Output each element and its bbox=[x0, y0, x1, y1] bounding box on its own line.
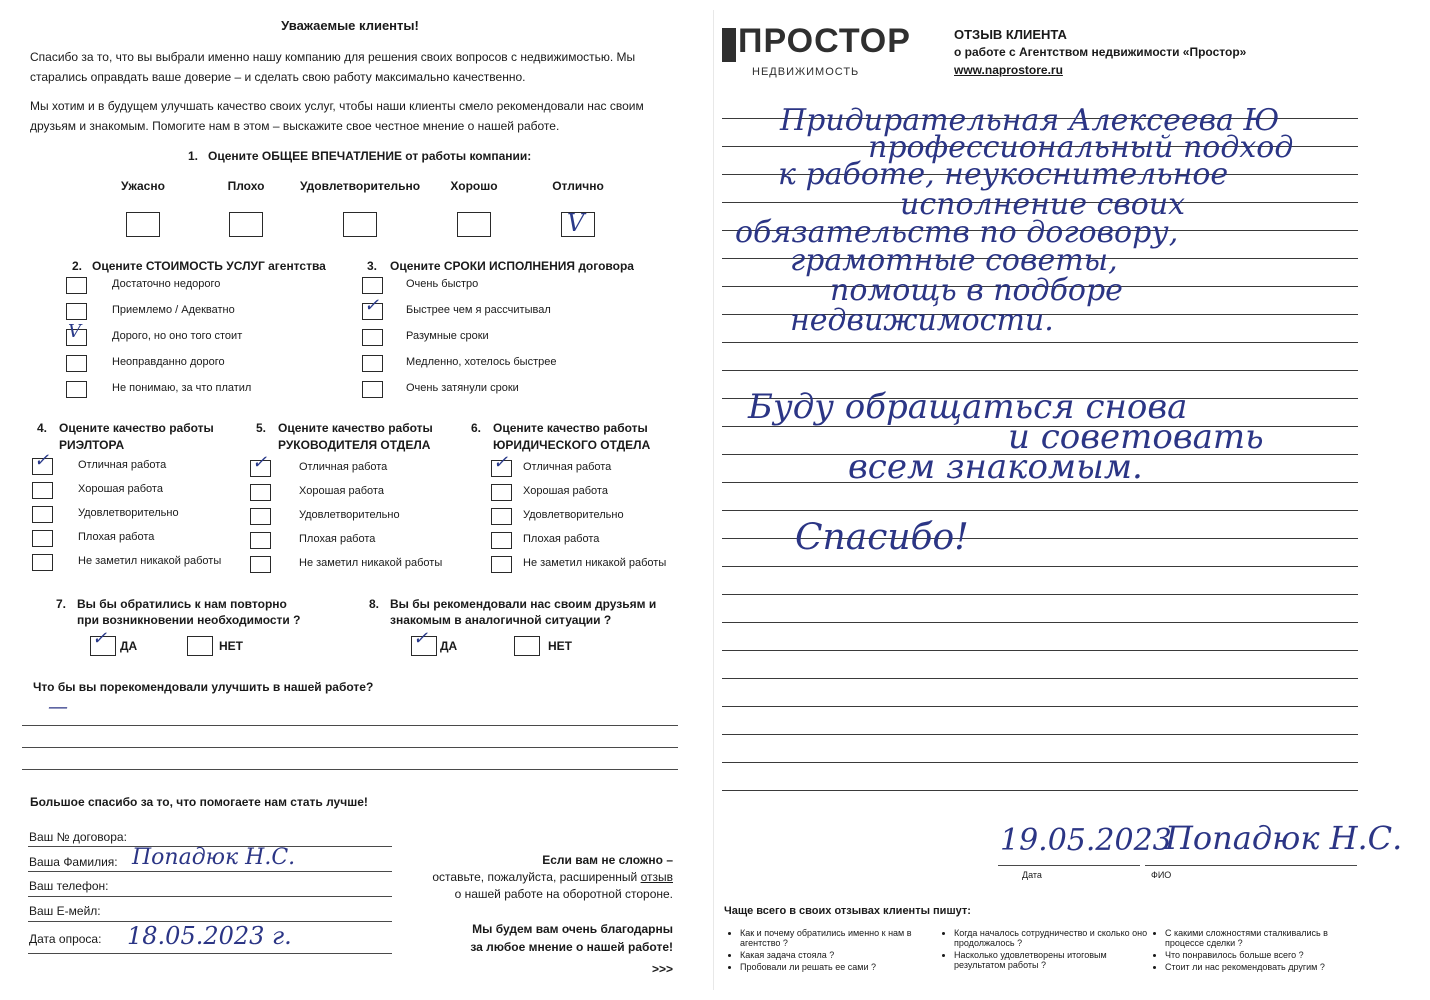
review-ruled-line[interactable] bbox=[722, 510, 1358, 511]
fio-signature-line[interactable] bbox=[1145, 865, 1357, 866]
q8-title-line-1: Вы бы рекомендовали нас своим друзьям и bbox=[390, 597, 657, 611]
q6-option-label: Удовлетворительно bbox=[523, 509, 624, 521]
review-handwritten-line: всем знакомым. bbox=[848, 447, 1143, 487]
q6-option-label: Отличная работа bbox=[523, 461, 612, 473]
q8-yes-checkbox[interactable] bbox=[411, 628, 437, 656]
q3-option-label: Очень быстро bbox=[406, 278, 479, 290]
q2-title: Оцените СТОИМОСТЬ УСЛУГ агентства bbox=[92, 259, 326, 273]
q3-option-label: Разумные сроки bbox=[406, 330, 489, 342]
q8-yes-mark: ✓ bbox=[413, 628, 429, 649]
q5-option-checkbox[interactable] bbox=[250, 508, 271, 525]
review-ruled-line[interactable] bbox=[722, 706, 1358, 707]
logo-word: ПРОСТОР bbox=[738, 22, 911, 60]
q4-title-line-1: Оцените качество работы bbox=[59, 421, 214, 435]
q6-check-mark: ✓ bbox=[493, 452, 509, 473]
q5-title-line-2: РУКОВОДИТЕЛЯ ОТДЕЛА bbox=[278, 438, 431, 452]
phone-label: Ваш телефон: bbox=[29, 879, 109, 893]
q3-option-checkbox[interactable] bbox=[362, 329, 383, 346]
q6-option-checkbox[interactable] bbox=[491, 556, 512, 573]
q2-option-checkbox[interactable] bbox=[66, 355, 87, 372]
thanks-note: Большое спасибо за то, что помогаете нам стать лучше! bbox=[30, 795, 368, 809]
q1-option-checkbox[interactable] bbox=[457, 212, 491, 237]
review-ruled-line[interactable] bbox=[722, 594, 1358, 595]
intro-paragraph-2: Мы хотим и в будущем улучшать качество своих услуг, чтобы наши клиенты смело рекомендовали нас своим друзьям и знакомым. Помогите нам в этом – выскажите свое честное мнение о нашей работе. bbox=[30, 99, 644, 133]
q3-option-checkbox[interactable] bbox=[362, 355, 383, 372]
review-handwritten-line: Буду обращаться снова bbox=[748, 387, 1188, 427]
q2-option-checkbox[interactable] bbox=[66, 303, 87, 320]
q5-option-checkbox[interactable] bbox=[250, 452, 271, 477]
q1-option-label: Отлично bbox=[552, 179, 604, 193]
tip-item: • Пробовали ли решать ее сами ? bbox=[740, 962, 930, 972]
q1-option-label: Ужасно bbox=[121, 179, 165, 193]
side-note-line-5: за любое мнение о нашей работе! bbox=[470, 940, 673, 954]
signature-name: Попадюк Н.С. bbox=[1165, 819, 1403, 857]
review-handwritten-line: исполнение своих bbox=[900, 187, 1186, 222]
q4-number: 4. bbox=[37, 421, 48, 435]
q1-option-checkbox[interactable] bbox=[561, 209, 595, 237]
q2-option-checkbox[interactable] bbox=[66, 277, 87, 294]
q1-title: Оцените ОБЩЕЕ ВПЕЧАТЛЕНИЕ от работы компании: bbox=[208, 149, 532, 163]
q5-number: 5. bbox=[256, 421, 267, 435]
page-divider bbox=[713, 10, 714, 990]
phone-field[interactable] bbox=[28, 896, 392, 897]
q3-option-checkbox[interactable] bbox=[362, 277, 383, 294]
side-note-line-2 bbox=[408, 870, 673, 884]
q4-option-checkbox[interactable] bbox=[32, 506, 53, 523]
date-field[interactable] bbox=[28, 953, 392, 954]
q2-number: 2. bbox=[72, 259, 83, 273]
survey-date-value: 18.05.2023 г. bbox=[127, 922, 292, 950]
q5-option-label: Отличная работа bbox=[299, 461, 388, 473]
review-handwritten-line: недвижимости. bbox=[790, 303, 1054, 338]
review-ruled-line[interactable] bbox=[722, 622, 1358, 623]
q2-option-checkbox[interactable] bbox=[66, 381, 87, 398]
surname-label: Ваша Фамилия: bbox=[29, 855, 118, 869]
review-ruled-line[interactable] bbox=[722, 370, 1358, 371]
q5-title-line-1: Оцените качество работы bbox=[278, 421, 433, 435]
q2-option-label: Достаточно недорого bbox=[112, 278, 221, 290]
q1-option-label: Хорошо bbox=[450, 179, 498, 193]
fio-caption: ФИО bbox=[1151, 870, 1172, 880]
q1-option-checkbox[interactable] bbox=[229, 212, 263, 237]
q2-option-label: Не понимаю, за что платил bbox=[112, 382, 252, 394]
greeting: Уважаемые клиенты! bbox=[281, 18, 419, 33]
q2-option-label: Дорого, но оно того стоит bbox=[112, 330, 243, 342]
review-handwritten-line: и советовать bbox=[1008, 417, 1264, 457]
review-ruled-line[interactable] bbox=[722, 566, 1358, 567]
review-ruled-line[interactable] bbox=[722, 678, 1358, 679]
q5-option-checkbox[interactable] bbox=[250, 532, 271, 549]
q4-option-label: Хорошая работа bbox=[78, 483, 163, 495]
tips-column-2 bbox=[942, 928, 1149, 972]
q6-title-line-1: Оцените качество работы bbox=[493, 421, 648, 435]
tip-item: • С какими сложностями сталкивались в процессе сделки ? bbox=[1165, 928, 1355, 948]
improve-line-2[interactable] bbox=[22, 747, 678, 748]
q4-option-checkbox[interactable] bbox=[32, 554, 53, 571]
q5-option-label: Плохая работа bbox=[299, 533, 376, 545]
q7-yes-mark: ✓ bbox=[92, 628, 108, 649]
review-handwritten-line: грамотные советы, bbox=[790, 243, 1118, 278]
improve-answer: — bbox=[48, 694, 68, 718]
q6-title-line-2: ЮРИДИЧЕСКОГО ОТДЕЛА bbox=[493, 438, 651, 452]
q8-title-line-2: знакомым в аналогичной ситуации ? bbox=[390, 613, 612, 627]
q6-option-checkbox[interactable] bbox=[491, 532, 512, 549]
improve-line-3[interactable] bbox=[22, 769, 678, 770]
q7-number: 7. bbox=[56, 597, 67, 611]
q5-option-checkbox[interactable] bbox=[250, 556, 271, 573]
tips-column-1 bbox=[728, 928, 930, 974]
q1-check-mark: V bbox=[567, 209, 585, 237]
q7-title-line-1: Вы бы обратились к нам повторно bbox=[77, 597, 287, 611]
email-label: Ваш Е-мейл: bbox=[29, 904, 101, 918]
side-note-line-1: Если вам не сложно – bbox=[542, 853, 673, 867]
q1-option-label: Плохо bbox=[227, 179, 265, 193]
q2-option-label: Приемлемо / Адекватно bbox=[112, 304, 235, 316]
q4-option-checkbox[interactable] bbox=[32, 450, 53, 475]
review-ruled-line[interactable] bbox=[722, 734, 1358, 735]
q4-option-label: Отличная работа bbox=[78, 459, 167, 471]
q6-option-label: Не заметил никакой работы bbox=[523, 557, 667, 569]
review-handwritten-line: профессиональный подход bbox=[868, 130, 1294, 165]
q3-option-label: Медленно, хотелось быстрее bbox=[406, 356, 557, 368]
q2-option-checkbox[interactable] bbox=[66, 321, 87, 346]
q1-option-checkbox[interactable] bbox=[126, 212, 160, 237]
tip-item: • Какая задача стояла ? bbox=[740, 950, 930, 960]
tips-title: Чаще всего в своих отзывах клиенты пишут: bbox=[724, 905, 971, 917]
website-link[interactable]: www.naprostore.ru bbox=[954, 63, 1063, 77]
q1-option-label: Удовлетворительно bbox=[299, 179, 421, 193]
q7-yes-checkbox[interactable] bbox=[90, 628, 116, 656]
q5-option-label: Не заметил никакой работы bbox=[299, 557, 443, 569]
q8-number: 8. bbox=[369, 597, 380, 611]
contract-label: Ваш № договора: bbox=[29, 830, 127, 844]
improve-line-1[interactable] bbox=[22, 725, 678, 726]
tip-item: • Когда началось сотрудничество и сколько оно продолжалось ? bbox=[954, 928, 1149, 948]
side-note-line-3: о нашей работе на оборотной стороне. bbox=[454, 887, 673, 901]
q3-option-checkbox[interactable] bbox=[362, 381, 383, 398]
review-handwritten-line: Придирательная Алексеева Ю bbox=[780, 103, 1280, 138]
q7-title-line-2: при возникновении необходимости ? bbox=[77, 613, 301, 627]
q4-check-mark: ✓ bbox=[34, 450, 50, 471]
signature-date: 19.05.2023 bbox=[1000, 823, 1172, 858]
q7-yes-label: ДА bbox=[120, 639, 138, 653]
review-handwritten-line: обязательств по договору, bbox=[735, 215, 1179, 250]
tip-item: • Что понравилось больше всего ? bbox=[1165, 950, 1355, 960]
q3-option-label: Очень затянули сроки bbox=[406, 382, 519, 394]
review-handwritten-line: Спасибо! bbox=[795, 517, 969, 558]
q4-option-checkbox[interactable] bbox=[32, 482, 53, 499]
tips-column-3 bbox=[1153, 928, 1355, 974]
q7-no-label: НЕТ bbox=[219, 639, 243, 653]
review-header-title: ОТЗЫВ КЛИЕНТА bbox=[954, 27, 1067, 42]
q3-option-checkbox[interactable] bbox=[362, 295, 383, 320]
q4-option-label: Не заметил никакой работы bbox=[78, 555, 222, 567]
q1-option-checkbox[interactable] bbox=[343, 212, 377, 237]
date-signature-line[interactable] bbox=[998, 865, 1140, 866]
q7-no-checkbox[interactable] bbox=[187, 636, 213, 656]
improve-question: Что бы вы порекомендовали улучшить в нашей работе? bbox=[33, 680, 374, 694]
q4-option-label: Удовлетворительно bbox=[78, 507, 179, 519]
tip-item: • Стоит ли нас рекомендовать другим ? bbox=[1165, 962, 1355, 972]
logo-mark-icon bbox=[722, 28, 736, 62]
q3-check-mark: ✓ bbox=[364, 295, 380, 316]
review-link[interactable]: отзыв bbox=[640, 870, 673, 884]
arrows-next[interactable]: >>> bbox=[651, 962, 673, 976]
q6-option-checkbox[interactable] bbox=[491, 508, 512, 525]
q3-title: Оцените СРОКИ ИСПОЛНЕНИЯ договора bbox=[390, 259, 634, 273]
tip-item: • Насколько удовлетворены итоговым результатом работы ? bbox=[954, 950, 1149, 970]
q4-title-line-2: РИЭЛТОРА bbox=[59, 438, 125, 452]
q2-option-label: Неоправданно дорого bbox=[112, 356, 225, 368]
q4-option-checkbox[interactable] bbox=[32, 530, 53, 547]
q6-number: 6. bbox=[471, 421, 482, 435]
q3-option-label: Быстрее чем я рассчитывал bbox=[406, 304, 551, 316]
side-note-line-4: Мы будем вам очень благодарны bbox=[472, 922, 673, 936]
q8-yes-label: ДА bbox=[440, 639, 458, 653]
q5-check-mark: ✓ bbox=[252, 452, 268, 473]
q5-option-checkbox[interactable] bbox=[250, 484, 271, 501]
review-ruled-line[interactable] bbox=[722, 790, 1358, 791]
review-handwritten-line: к работе, неукоснительное bbox=[778, 157, 1229, 192]
q3-number: 3. bbox=[367, 259, 378, 273]
review-ruled-line[interactable] bbox=[722, 650, 1358, 651]
tip-item: • Как и почему обратились именно к нам в агентство ? bbox=[740, 928, 930, 948]
q8-no-checkbox[interactable] bbox=[514, 636, 540, 656]
logo-subtitle: НЕДВИЖИМОСТЬ bbox=[752, 66, 860, 78]
date-caption: Дата bbox=[1022, 870, 1042, 880]
intro-paragraph-1: Спасибо за то, что вы выбрали именно нашу компанию для решения своих вопросов с недвижимостью. Мы старались оправдать ваше доверие – и сделать свою работу максимально качественно. bbox=[30, 50, 636, 84]
q5-option-label: Удовлетворительно bbox=[299, 509, 400, 521]
q2-check-mark: V bbox=[68, 321, 81, 342]
q6-option-label: Хорошая работа bbox=[523, 485, 608, 497]
review-handwritten-line: помощь в подборе bbox=[830, 273, 1123, 308]
review-ruled-line[interactable] bbox=[722, 342, 1358, 343]
q6-option-checkbox[interactable] bbox=[491, 452, 512, 477]
q6-option-label: Плохая работа bbox=[523, 533, 600, 545]
surname-field[interactable] bbox=[28, 871, 392, 872]
q6-option-checkbox[interactable] bbox=[491, 484, 512, 501]
surname-value: Попадюк Н.С. bbox=[132, 845, 296, 870]
date-label: Дата опроса: bbox=[29, 932, 102, 946]
side-note-text-2: оставьте, пожалуйста, расширенный bbox=[432, 870, 638, 884]
review-header-subtitle: о работе с Агентством недвижимости «Простор» bbox=[954, 45, 1247, 59]
q5-option-label: Хорошая работа bbox=[299, 485, 384, 497]
q8-no-label: НЕТ bbox=[548, 639, 572, 653]
review-ruled-line[interactable] bbox=[722, 762, 1358, 763]
q4-option-label: Плохая работа bbox=[78, 531, 155, 543]
q1-number: 1. bbox=[188, 149, 199, 163]
